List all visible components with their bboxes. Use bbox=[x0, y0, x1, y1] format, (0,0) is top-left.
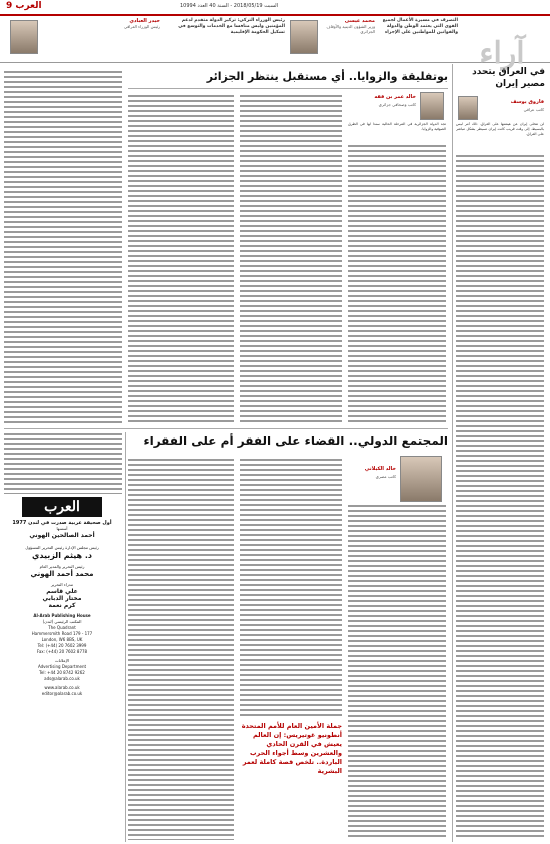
publisher: Al-Arab Publishing House bbox=[33, 613, 91, 618]
office: The Quadrant bbox=[48, 625, 76, 630]
address-2: London, W6 8BS, UK bbox=[41, 637, 83, 642]
address-1: 177 - 179 Hammersmith Road bbox=[31, 631, 93, 636]
community-col-4 bbox=[4, 432, 122, 494]
quotes-strip bbox=[0, 16, 550, 71]
quote-1-role: رئيس الوزراء العراقي bbox=[124, 24, 160, 29]
iraq-author: فاروق يوسف bbox=[510, 99, 544, 105]
community-author: خالد الكيلاني bbox=[364, 466, 396, 472]
office-label: المكتب الرئيسي (لندن) bbox=[42, 619, 82, 624]
community-author-role: كاتب مصري bbox=[375, 474, 396, 479]
deputy-2: مختار الدبابي bbox=[42, 595, 82, 602]
algeria-col-2 bbox=[240, 94, 342, 424]
quote-1 bbox=[40, 18, 160, 60]
website-link[interactable]: www.alarab.co.uk bbox=[44, 685, 80, 690]
chair-label: رئيس مجلس الإدارة رئيس التحرير المسؤول bbox=[25, 545, 99, 550]
deputy-3: كرم نعمة bbox=[48, 602, 76, 609]
community-author-photo bbox=[400, 456, 442, 502]
algeria-author-photo bbox=[420, 92, 444, 120]
algeria-article-title: بوتفليقة والزوايا.. أي مستقبل ينتظر الجزائر bbox=[206, 70, 448, 83]
algeria-article-lead: تجد الدولة الجزائرية في المرحلة الحالية سندا لها في الطرق الصوفية والزوايا. bbox=[348, 122, 446, 131]
editor-email[interactable]: editor@alarab.co.uk bbox=[41, 691, 83, 696]
masthead-divider bbox=[125, 432, 126, 842]
ad-label: الإعلانات bbox=[54, 658, 70, 663]
deputy-1: علي قاسم bbox=[46, 588, 78, 595]
editor-name: محمد أحمد الهوني bbox=[30, 570, 94, 578]
ad-email[interactable]: ads@alarab.co.uk bbox=[44, 676, 80, 681]
masthead bbox=[2, 497, 122, 842]
iraq-article-body bbox=[456, 154, 544, 840]
founder-label: أسسها bbox=[56, 526, 68, 531]
title-underline bbox=[128, 88, 448, 89]
issue-info: السبت 2018/05/19 - السنة 40 العدد 10994 bbox=[180, 3, 278, 9]
founder-name: أحمد الصالحين الهوني bbox=[29, 532, 95, 539]
page-header bbox=[0, 0, 550, 16]
telephone: Tel: (+44) 20 7602 3999 bbox=[37, 643, 87, 648]
newspaper-logo: العرب 9 bbox=[6, 1, 42, 11]
quote-portrait-1 bbox=[10, 20, 38, 54]
algeria-col-4 bbox=[4, 70, 122, 424]
iraq-author-role: كاتب عراقي bbox=[523, 107, 544, 112]
quote-2-role: وزير الشؤون الدينية والأوقاف الجزائري bbox=[326, 24, 375, 34]
quote-2-text: التصرف في مسيرة الأعمال لجميع القوى التي يعتمد الوطن والدولة والقوانين للمواطنين على الإجراء bbox=[382, 18, 458, 35]
community-pull-quote: جملة الأمين العام للأمم المتحدة أنطونيو غوتيريس: إن العالم يعيش في القرن الحادي والعشرين وسط أجواء الحرب الباردة.. تلخص قصة كاملة لعمر البشرية bbox=[241, 722, 342, 775]
ad-telephone: Tel: +44 20 8742 9262 bbox=[39, 670, 85, 675]
fax: Fax: (+44) 20 7602 8778 bbox=[36, 649, 88, 654]
community-col-2 bbox=[240, 458, 342, 718]
algeria-col-3 bbox=[128, 94, 234, 424]
community-col-3 bbox=[128, 458, 234, 840]
masthead-logo: العرب bbox=[22, 497, 102, 517]
iraq-article-title: في العراق يتحدد مصير إيران bbox=[472, 67, 545, 89]
algeria-author-role: كاتب وصحافي جزائري bbox=[378, 102, 416, 107]
quote-1-text: رئيس الوزراء التركي: تركيز الدولة متقدم لدعم المؤمنين وليس منافسا مع الخدمات والتوسع في تشكيل الحكومة الإقليمية bbox=[178, 18, 285, 35]
algeria-author: خالد عمر بن ققه bbox=[374, 94, 416, 100]
quote-2 bbox=[320, 18, 375, 60]
column-divider bbox=[452, 64, 453, 842]
community-col-1 bbox=[348, 504, 446, 840]
iraq-author-photo bbox=[458, 96, 478, 120]
section-divider bbox=[4, 428, 448, 429]
quote-1-name: حيدر العبادي bbox=[129, 18, 160, 24]
quote-2-name: محمد عيسى bbox=[344, 18, 375, 24]
community-article-title: المجتمع الدولي.. القضاء على الفقر أم على الفقراء bbox=[143, 434, 448, 448]
section-title: آراء bbox=[479, 36, 525, 71]
masthead-tagline: أول صحيفة عربية صدرت في لندن 1977 bbox=[12, 520, 112, 526]
deputy-label: مدراء التحرير bbox=[50, 582, 74, 587]
editor-label: رئيس التحرير والمدير العام bbox=[39, 564, 85, 569]
chair-name: د. هيثم الزبيدي bbox=[31, 551, 92, 560]
ad-dept: Advertising Department bbox=[37, 664, 87, 669]
quote-portrait-2 bbox=[290, 20, 318, 54]
iraq-article-lead: لن تتخلى إيران عن هيمنتها على العراق. ذلك أمر ليس بالبسيط. إلى وقت قريب كانت إيران تسيطر بشكل مباشر على العراق. bbox=[456, 122, 544, 136]
algeria-col-1 bbox=[348, 144, 446, 424]
